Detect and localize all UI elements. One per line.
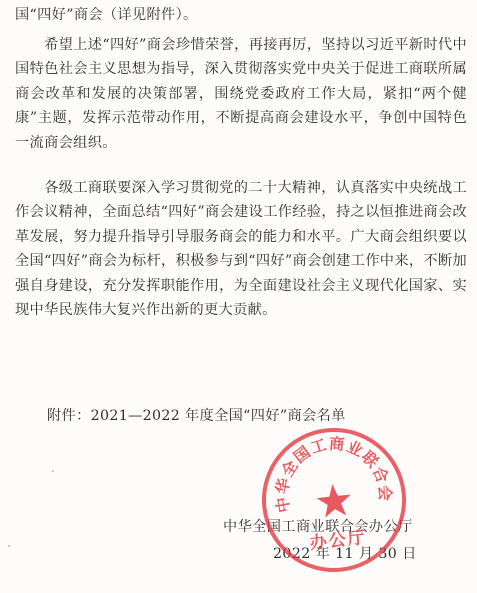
paragraph-hope: 希望上述“四好”商会珍惜荣誉，再接再厉，坚持以习近平新时代中国特色社会主义思想为指导，深入贯彻落实党中央关于促进工商联所属商会改革和发展的决策部署，围绕党委政府工作大局，紧扣“两个健康”主题，发挥示范带动作用，不断提高商会建设水平，争创中国特色一流商会组织。 bbox=[15, 37, 467, 151]
seal-arc-text: 中华全国工商业联合会 bbox=[272, 434, 394, 514]
scan-speck bbox=[8, 545, 10, 547]
seal-bottom-text: 办公厅 bbox=[308, 527, 368, 554]
official-seal-stamp bbox=[255, 421, 413, 579]
seal-graphic bbox=[255, 421, 413, 579]
paragraph-work-requirements: 各级工商联要深入学习贯彻党的二十大精神，认真落实中央统战工作会议精神，全面总结“四好”商会建设工作经验，持之以恒推进商会改革发展，努力提升指导引导服务商会的能力和水平。广大商会组织要以全国“四好”商会为标杆，积极参与到“四好”商会创建工作中来，不断加强自身建设，充分发挥职能作用，为全面建设社会主义现代化国家、实现中华民族伟大复兴作出新的更大贡献。 bbox=[15, 180, 468, 319]
signature-organization: 中华全国工商业联合会办公厅 bbox=[223, 519, 413, 535]
scan-speck bbox=[52, 470, 54, 472]
attachment-line: 附件：2021—2022 年度全国“四好”商会名单 bbox=[47, 408, 346, 424]
seal-star-icon bbox=[315, 482, 352, 518]
signature-date: 2022 年 11 月 30 日 bbox=[273, 546, 417, 562]
paragraph-intro-fragment: 国“四好”商会（详见附件）。 bbox=[15, 7, 198, 23]
